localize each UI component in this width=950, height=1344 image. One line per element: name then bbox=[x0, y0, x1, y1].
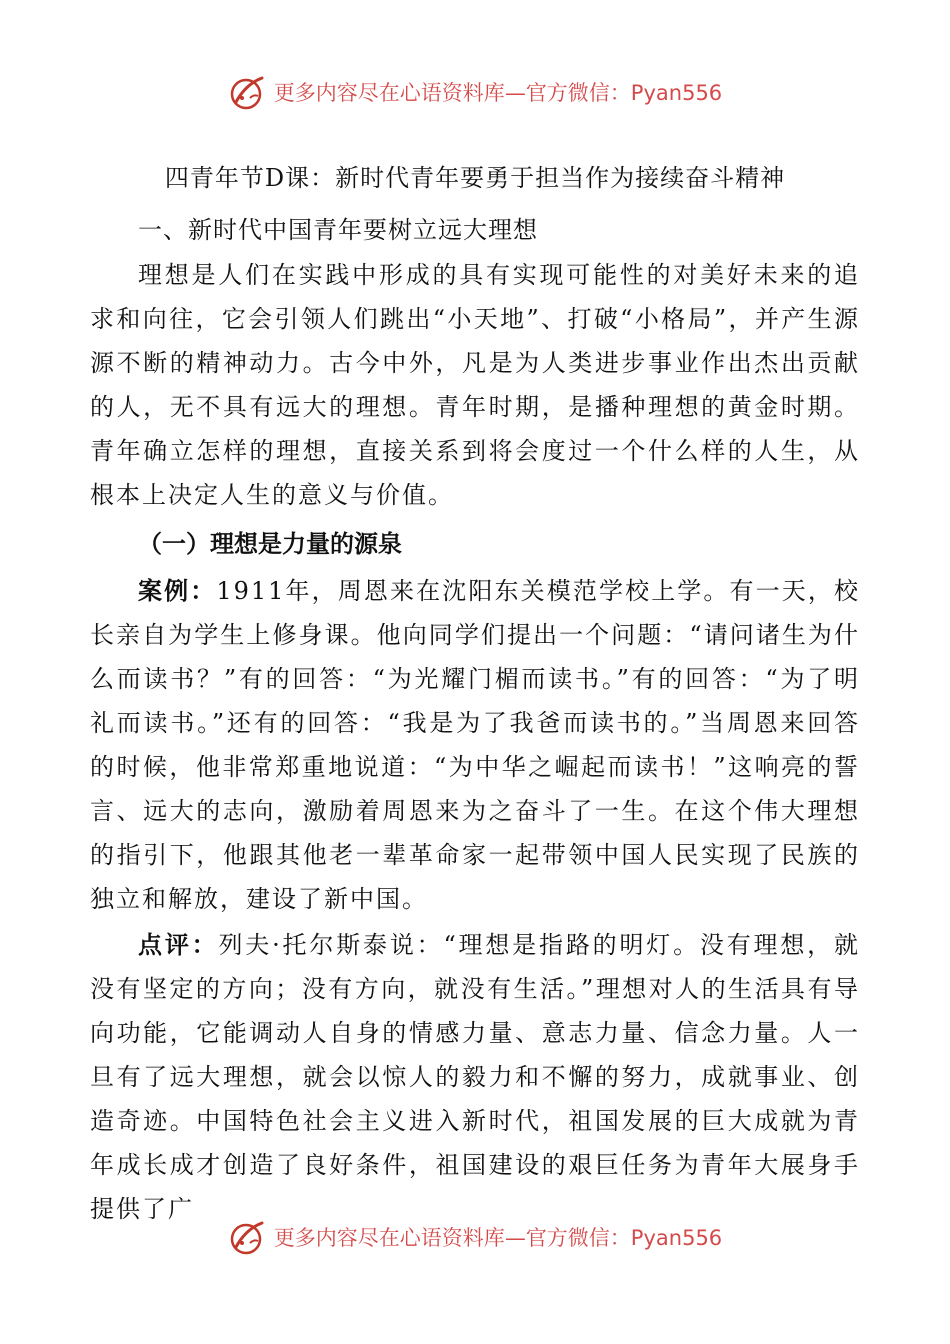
section-heading: 一、新时代中国青年要树立远大理想 bbox=[138, 216, 538, 244]
footer-banner bbox=[0, 1215, 950, 1259]
case-text: 1911年，周恩来在沈阳东关模范学校上学。有一天，校长亲自为学生上修身课。他向同学们提出一个问题：“请问诸生为什么而读书？”有的回答：“为光耀门楣而读书。”有的回答：“为了明礼而读书。”还有的回答：“我是为了我爸而读书的。”当周恩来回答的时候，他非常郑重地说道：“为中华之崛起而读书！”这响亮的誓言、远大的志向，激励着周恩来为之奋斗了一生。在这个伟大理想的指引下，他跟其他老一辈革命家一起带领中国人民实现了民族的独立和解放，建设了新中国。 bbox=[90, 577, 861, 913]
pen-logo-icon bbox=[228, 72, 268, 112]
page-title: 四青年节D课：新时代青年要勇于担当作为接续奋斗精神 bbox=[164, 164, 786, 192]
document-body bbox=[90, 155, 860, 1231]
header-banner bbox=[0, 70, 950, 114]
subsection-heading: （一）理想是力量的源泉 bbox=[138, 530, 402, 558]
banner-text: 更多内容尽在心语资料库—官方微信：Pyan556 bbox=[273, 1226, 723, 1250]
comment-paragraph bbox=[90, 923, 860, 1231]
comment-label: 点评： bbox=[138, 931, 219, 959]
intro-paragraph: 理想是人们在实践中形成的具有实现可能性的对美好未来的追求和向往，它会引领人们跳出“小天地”、打破“小格局”，并产生源源不断的精神动力。古今中外，凡是为人类进步事业作出杰出贡献的人，无不具有远大的理想。青年时期，是播种理想的黄金时期。青年确立怎样的理想，直接关系到将会度过一个什么样的人生，从根本上决定人生的意义与价值。 bbox=[90, 261, 860, 509]
case-paragraph bbox=[90, 569, 860, 921]
case-label: 案例： bbox=[138, 577, 217, 605]
pen-logo-icon bbox=[228, 1217, 268, 1257]
banner-text: 更多内容尽在心语资料库—官方微信：Pyan556 bbox=[273, 81, 723, 105]
comment-text: 列夫·托尔斯泰说：“理想是指路的明灯。没有理想，就没有坚定的方向；没有方向，就没有生活。”理想对人的生活具有导向功能，它能调动人自身的情感力量、意志力量、信念力量。人一旦有了远大理想，就会以惊人的毅力和不懈的努力，成就事业、创造奇迹。中国特色社会主义进入新时代，祖国发展的巨大成就为青年成长成才创造了良好条件，祖国建设的艰巨任务为青年大展身手提供了广 bbox=[90, 931, 861, 1223]
